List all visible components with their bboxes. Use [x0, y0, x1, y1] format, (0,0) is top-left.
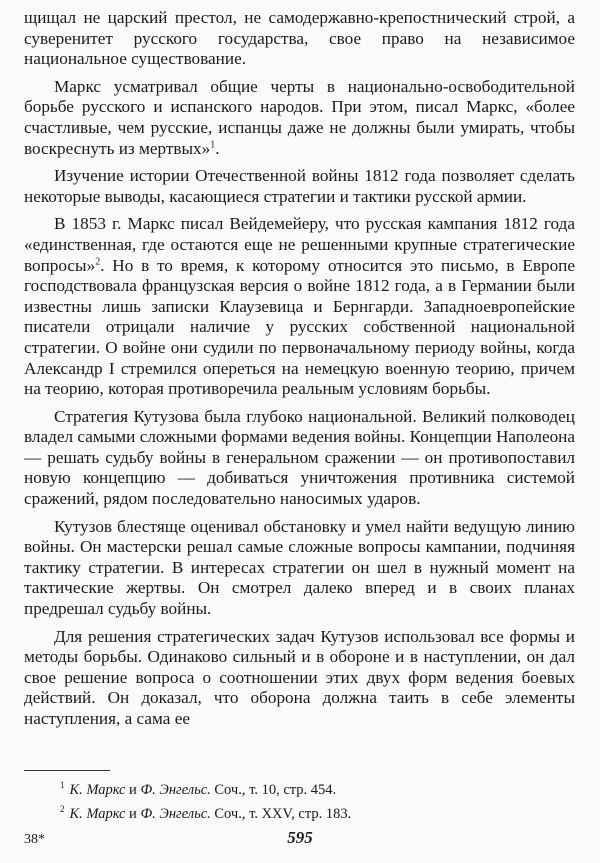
- footnote-divider: [24, 770, 110, 771]
- paragraph-5-text: Стратегия Кутузова была глубоко национальной. Великий полководец владел самыми сложными формами ведения войны. Концепции Наполеона — решать судьбу войны в генеральном сражении — он противопоставил новую концепцию — добиваться уничтожения противника системой сражений, рядом последовательно наносимых ударов.: [24, 406, 575, 509]
- page-number: 595: [287, 828, 313, 847]
- paragraph-6: [24, 517, 575, 620]
- paragraph-1-text: щищал не царский престол, не самодержавно-крепостнический строй, а суверенитет русского государства, свое право на независимое национальное существование.: [24, 8, 575, 69]
- footnote-mark-1[interactable]: 1: [210, 138, 216, 150]
- main-text: [24, 8, 575, 737]
- paragraph-6-text: Кутузов блестяще оценивал обстановку и умел найти ведущую линию войны. Он мастерски решал самые сложные вопросы кампании, подчиняя тактику стратегии. В интересах стратегии он шел в нужный момент на тактические жертвы. Он смотрел далеко вперед и в своих планах предрешал судьбу войны.: [24, 516, 575, 619]
- paragraph-3-text: Изучение истории Отечественной войны 1812 года позволяет сделать некоторые выводы, касающиеся стратегии и тактики русской армии.: [24, 166, 575, 206]
- paragraph-5: [24, 407, 575, 510]
- paragraph-4-text-a: В 1853 г. Маркс писал Вейдемейеру, что русская кампания 1812 года «единственная, где остаются еще не решенными крупные стратегические вопросы»: [24, 214, 575, 275]
- paragraph-1: [24, 8, 575, 70]
- paragraph-4-text-b: . Но в то время, к которому относится это письмо, в Европе господствовала французская версия о войне 1812 года, а в Германии были известны лишь записки Клаузевица и Бернгарди. Западноевропейские писатели отрицали наличие у русских собственной национальной стратегии. О войне они судили по первоначальному периоду войны, когда Александр I стремился опереться на немецкую военную теорию, причем на теорию, которая противоречила реальным условиям борьбы.: [24, 255, 575, 399]
- footnote-mark-2[interactable]: 2: [95, 255, 101, 267]
- paragraph-7: [24, 627, 575, 730]
- paragraph-7-text: Для решения стратегических задач Кутузов использовал все формы и методы борьбы. Одинаково сильный и в обороне и в наступлении, он дал свое решение вопроса о соотношении этих двух форм ведения боевых действий. Он доказал, что оборона должна таить в себе элементы наступления, а сама ее: [24, 626, 575, 728]
- footnote-1: $^1$ К. Маркс и Ф. Энгельс. Соч., т. 10, стр. 454.: [60, 780, 337, 798]
- paragraph-2: Маркс усматривал общие черты в национально-освободительной борьбе русского и испанского народов. При этом, писал Маркс, «более счастливые, чем русские, испанцы даже не должны были умирать, чтобы воскреснуть из мертвых»$^1$.: [24, 76, 575, 158]
- footnotes: [60, 776, 560, 824]
- paragraph-3: [24, 166, 575, 207]
- footnote-2: $^2$ К. Маркс и Ф. Энгельс. Соч., т. XXV, стр. 183.: [60, 803, 352, 822]
- paragraph-4: [24, 214, 575, 399]
- paragraph-2-text: Маркс усматривал общие черты в национально-освободительной борьбе русского и испанского народов. При этом, писал Маркс, «более счастливые, чем русские, испанцы даже не должны были умирать, чтобы воскреснуть из мертвых»: [24, 76, 575, 158]
- printer-signature: 38*: [24, 832, 45, 847]
